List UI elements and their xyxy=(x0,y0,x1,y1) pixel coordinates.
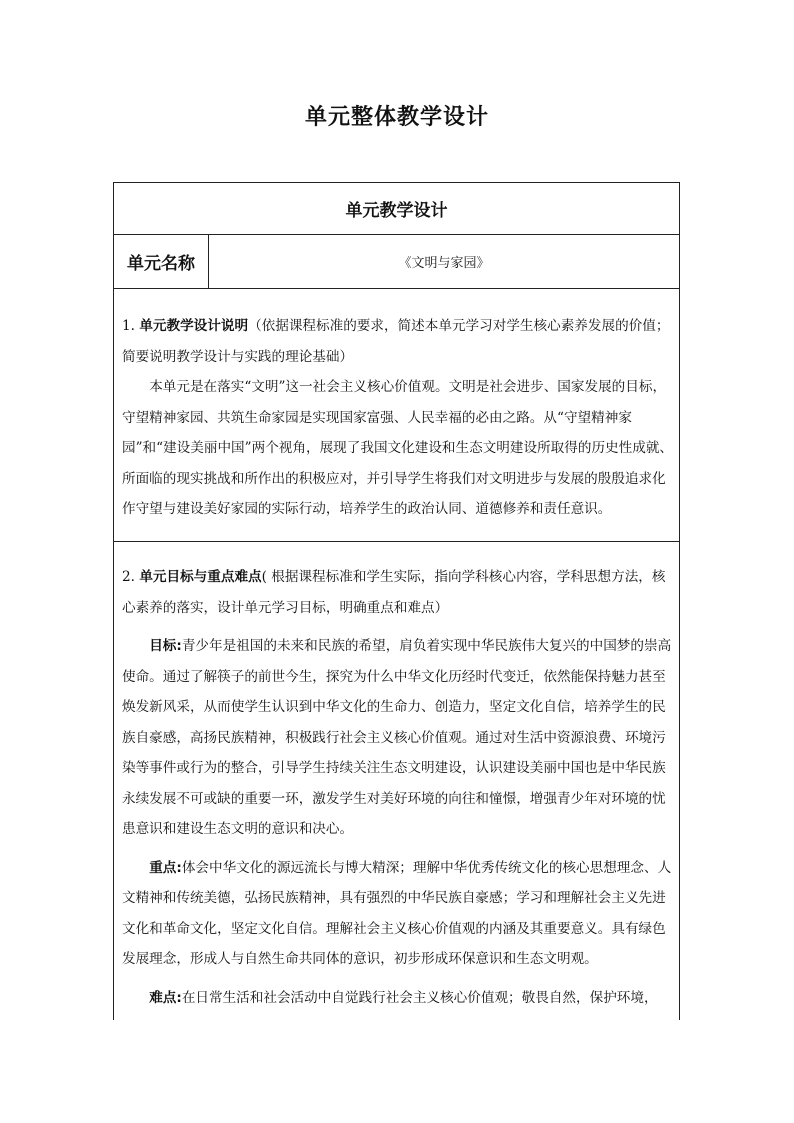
goal-text: 青少年是祖国的未来和民族的希望，肩负着实现中华民族伟大复兴的中国梦的崇高使命。通过了解筷子的前世今生，探究为什么中华文化历经时代变迁，依然能保持魅力甚至焕发新风采，从而使学生认识到中华文化的生命力、创造力，坚定文化自信，培养学生的民族自豪感，高扬民族精神，积极践行社会主义核心价值观。通过对生活中资源浪费、环境污染等事件或行为的整合，引导学生持续关注生态文明建设，认识建设美丽中国也是中华民族永续发展不可或缺的重要一环，激发学生对美好环境的向往和憧憬，增强青少年对环境的忧患意识和建设生态文明的意识和决心。 xyxy=(122,638,672,837)
section2-number: 2. xyxy=(122,569,135,585)
section1-note: （依据课程标准的要求，简述本单元学习对学生核心素养发展的价值；简要说明教学设计与实践的理论基础） xyxy=(122,318,670,365)
section1-number: 1. xyxy=(122,318,135,334)
unit-name-row xyxy=(114,235,679,289)
section1-body: 本单元是在落实“文明”这一社会主义核心价值观。文明是社会进步、国家发展的目标，守望精神家园、共筑生命家园是实现国家富强、人民幸福的必由之路。从“守望精神家园”和“建设美丽中国”两个视角，展现了我国文化建设和生态文明建设所取得的历史性成就、所面临的现实挑战和所作出的积极应对，并引导学生将我们对文明进步与发展的殷殷追求化作守望与建设美好家园的实际行动，培养学生的政治认同、道德修养和责任意识。 xyxy=(122,379,674,517)
section1-heading xyxy=(122,311,673,372)
difficulties-paragraph xyxy=(122,983,673,1014)
goal-paragraph xyxy=(122,631,673,845)
key-points-label: 重点: xyxy=(149,859,182,876)
difficulties-text: 在日常生活和社会活动中自觉践行社会主义核心价值观；敬畏自然，保护环境， xyxy=(181,989,658,1006)
unit-name-label: 单元名称 xyxy=(114,235,209,288)
table-header: 单元教学设计 xyxy=(114,183,679,235)
section1-title: 单元教学设计说明 xyxy=(139,318,249,334)
key-points-paragraph xyxy=(122,853,673,975)
section2-heading xyxy=(122,562,673,623)
unit-design-table xyxy=(113,182,680,1020)
key-points-text: 体会中华文化的源远流长与博大精深；理解中华优秀传统文化的核心思想理念、人文精神和传统美德，弘扬民族精神，具有强烈的中华民族自豪感；学习和理解社会主义先进文化和革命文化，坚定文化自信。理解社会主义核心价值观的内涵及其重要意义。具有绿色发展理念，形成人与自然生命共同体的意识，初步形成环保意识和生态文明观。 xyxy=(122,859,672,967)
document-title: 单元整体教学设计 xyxy=(304,105,489,130)
unit-name-value: 《文明与家园》 xyxy=(398,256,490,271)
section-goals-key-difficult xyxy=(114,542,679,1013)
section2-note: ( 根据课程标准和学生实际，指向学科核心内容，学科思想方法，核心素养的落实，设计单元学习目标，明确重点和难点） xyxy=(122,569,666,616)
goal-label: 目标: xyxy=(149,638,182,654)
section2-title: 单元目标与重点难点 xyxy=(139,569,262,585)
section-design-description xyxy=(114,289,679,542)
difficulties-label: 难点: xyxy=(149,989,182,1006)
